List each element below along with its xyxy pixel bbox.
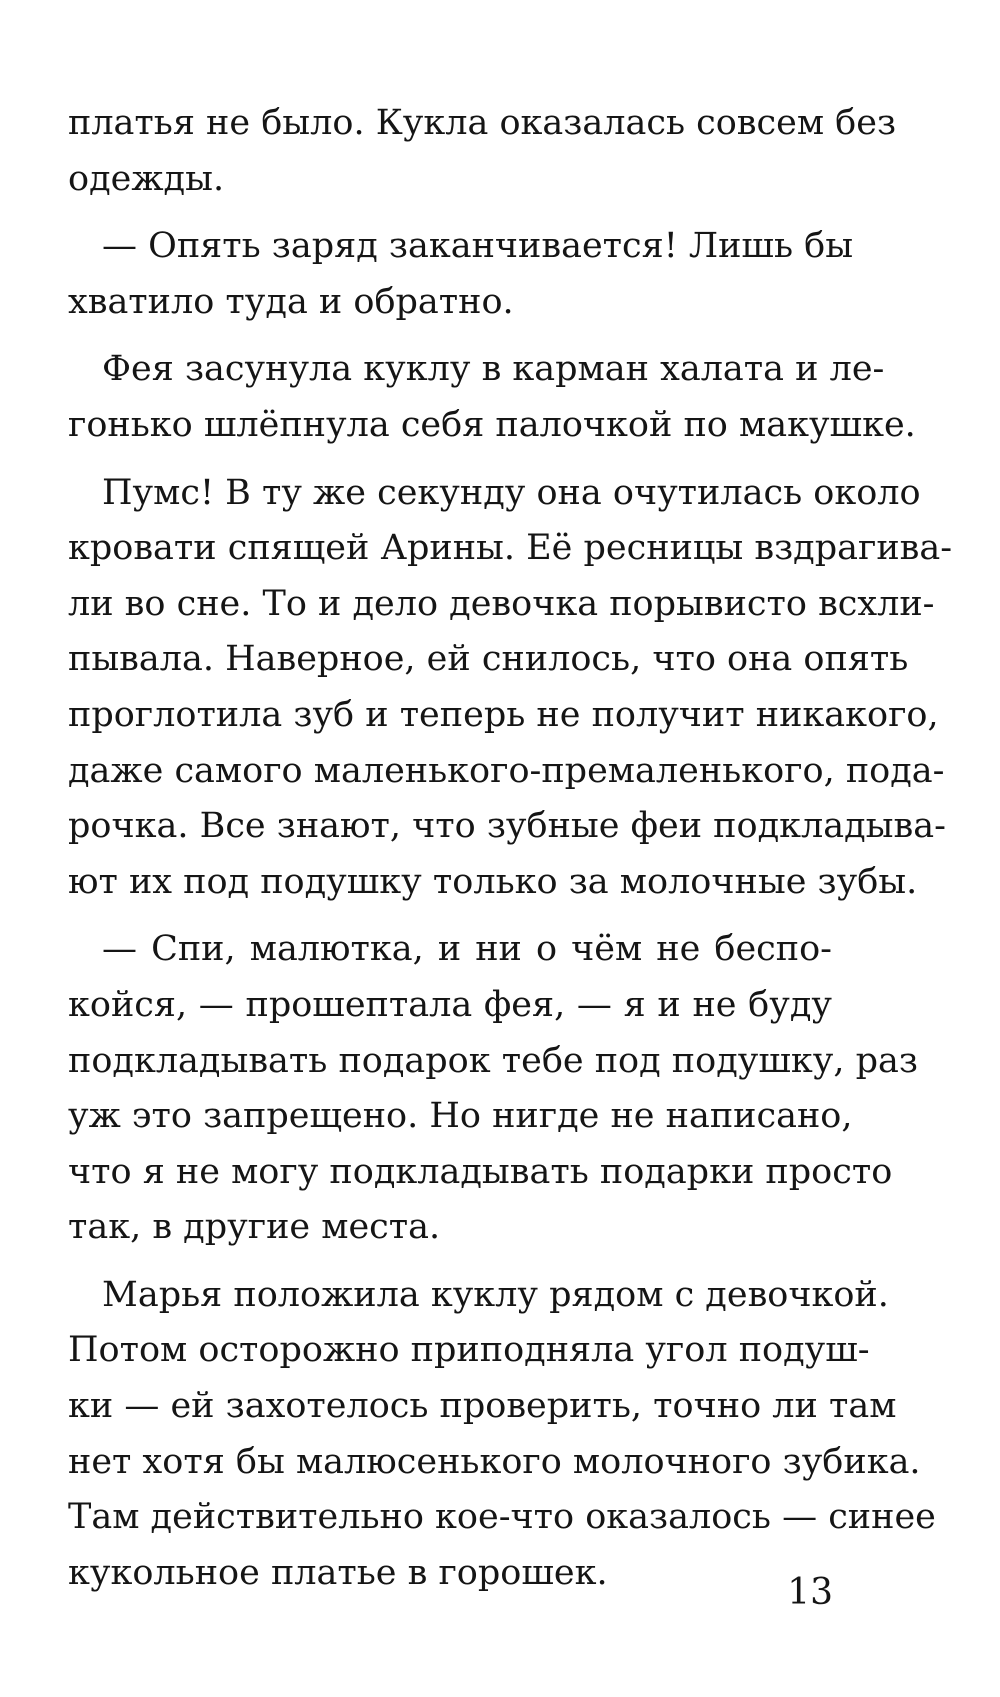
text-line: так, в другие места. [68,1207,441,1248]
paragraph [68,219,854,330]
text-line: Там действительно кое-что оказалось — синее [68,1497,936,1538]
text-line: койся, — прошептала фея, — я и не буду [68,984,832,1025]
page-number: 13 [787,1572,833,1613]
text-line: Потом осторожно приподняла угол подуш- [68,1330,870,1371]
paragraph [68,1268,936,1602]
text-line: ют их под подушку только за молочные зубы. [68,861,918,902]
text-line: Пумс! В ту же секунду она очутилась около [102,472,921,513]
text-line: ки — ей захотелось проверить, точно ли там [68,1386,897,1427]
text-line: проглотила зуб и теперь не получит никакого, [68,694,939,735]
text-line: платья не было. Кукла оказалась совсем без [68,103,897,143]
text-line: даже самого маленького-премаленького, пода- [68,750,945,791]
text-line: нет хотя бы малюсенького молочного зубика. [68,1441,921,1482]
text-line: хватило туда и обратно. [68,281,514,322]
text-line: гонько шлёпнула себя палочкой по макушке. [68,404,916,445]
text-line: уж это запрещено. Но нигде не написано, [68,1096,853,1137]
text-line: кукольное платье в горошек. [68,1552,608,1593]
body-text [68,96,953,1601]
text-line: — Опять заряд заканчивается! Лишь бы [102,226,854,267]
paragraph [68,922,918,1256]
text-line: — Спи, малютка, и ни о чём не беспо- [102,929,832,970]
paragraph [68,96,897,207]
text-line: подкладывать подарок тебе под подушку, раз [68,1040,918,1081]
text-line: кровати спящей Арины. Её ресницы вздрагива- [68,528,953,569]
text-line: Марья положила куклу рядом с девочкой. [102,1274,889,1315]
text-line: рочка. Все знают, что зубные феи подкладыва- [68,806,946,847]
text-line: пывала. Наверное, ей снилось, что она опять [68,639,909,680]
text-line: что я не могу подкладывать подарки просто [68,1151,893,1192]
text-line: одежды. [68,158,225,199]
text-line: Фея засунула куклу в карман халата и ле- [102,349,885,390]
text-line: ли во сне. То и дело девочка порывисто всхли- [68,583,935,624]
paragraph [68,466,953,911]
paragraph [68,342,916,453]
